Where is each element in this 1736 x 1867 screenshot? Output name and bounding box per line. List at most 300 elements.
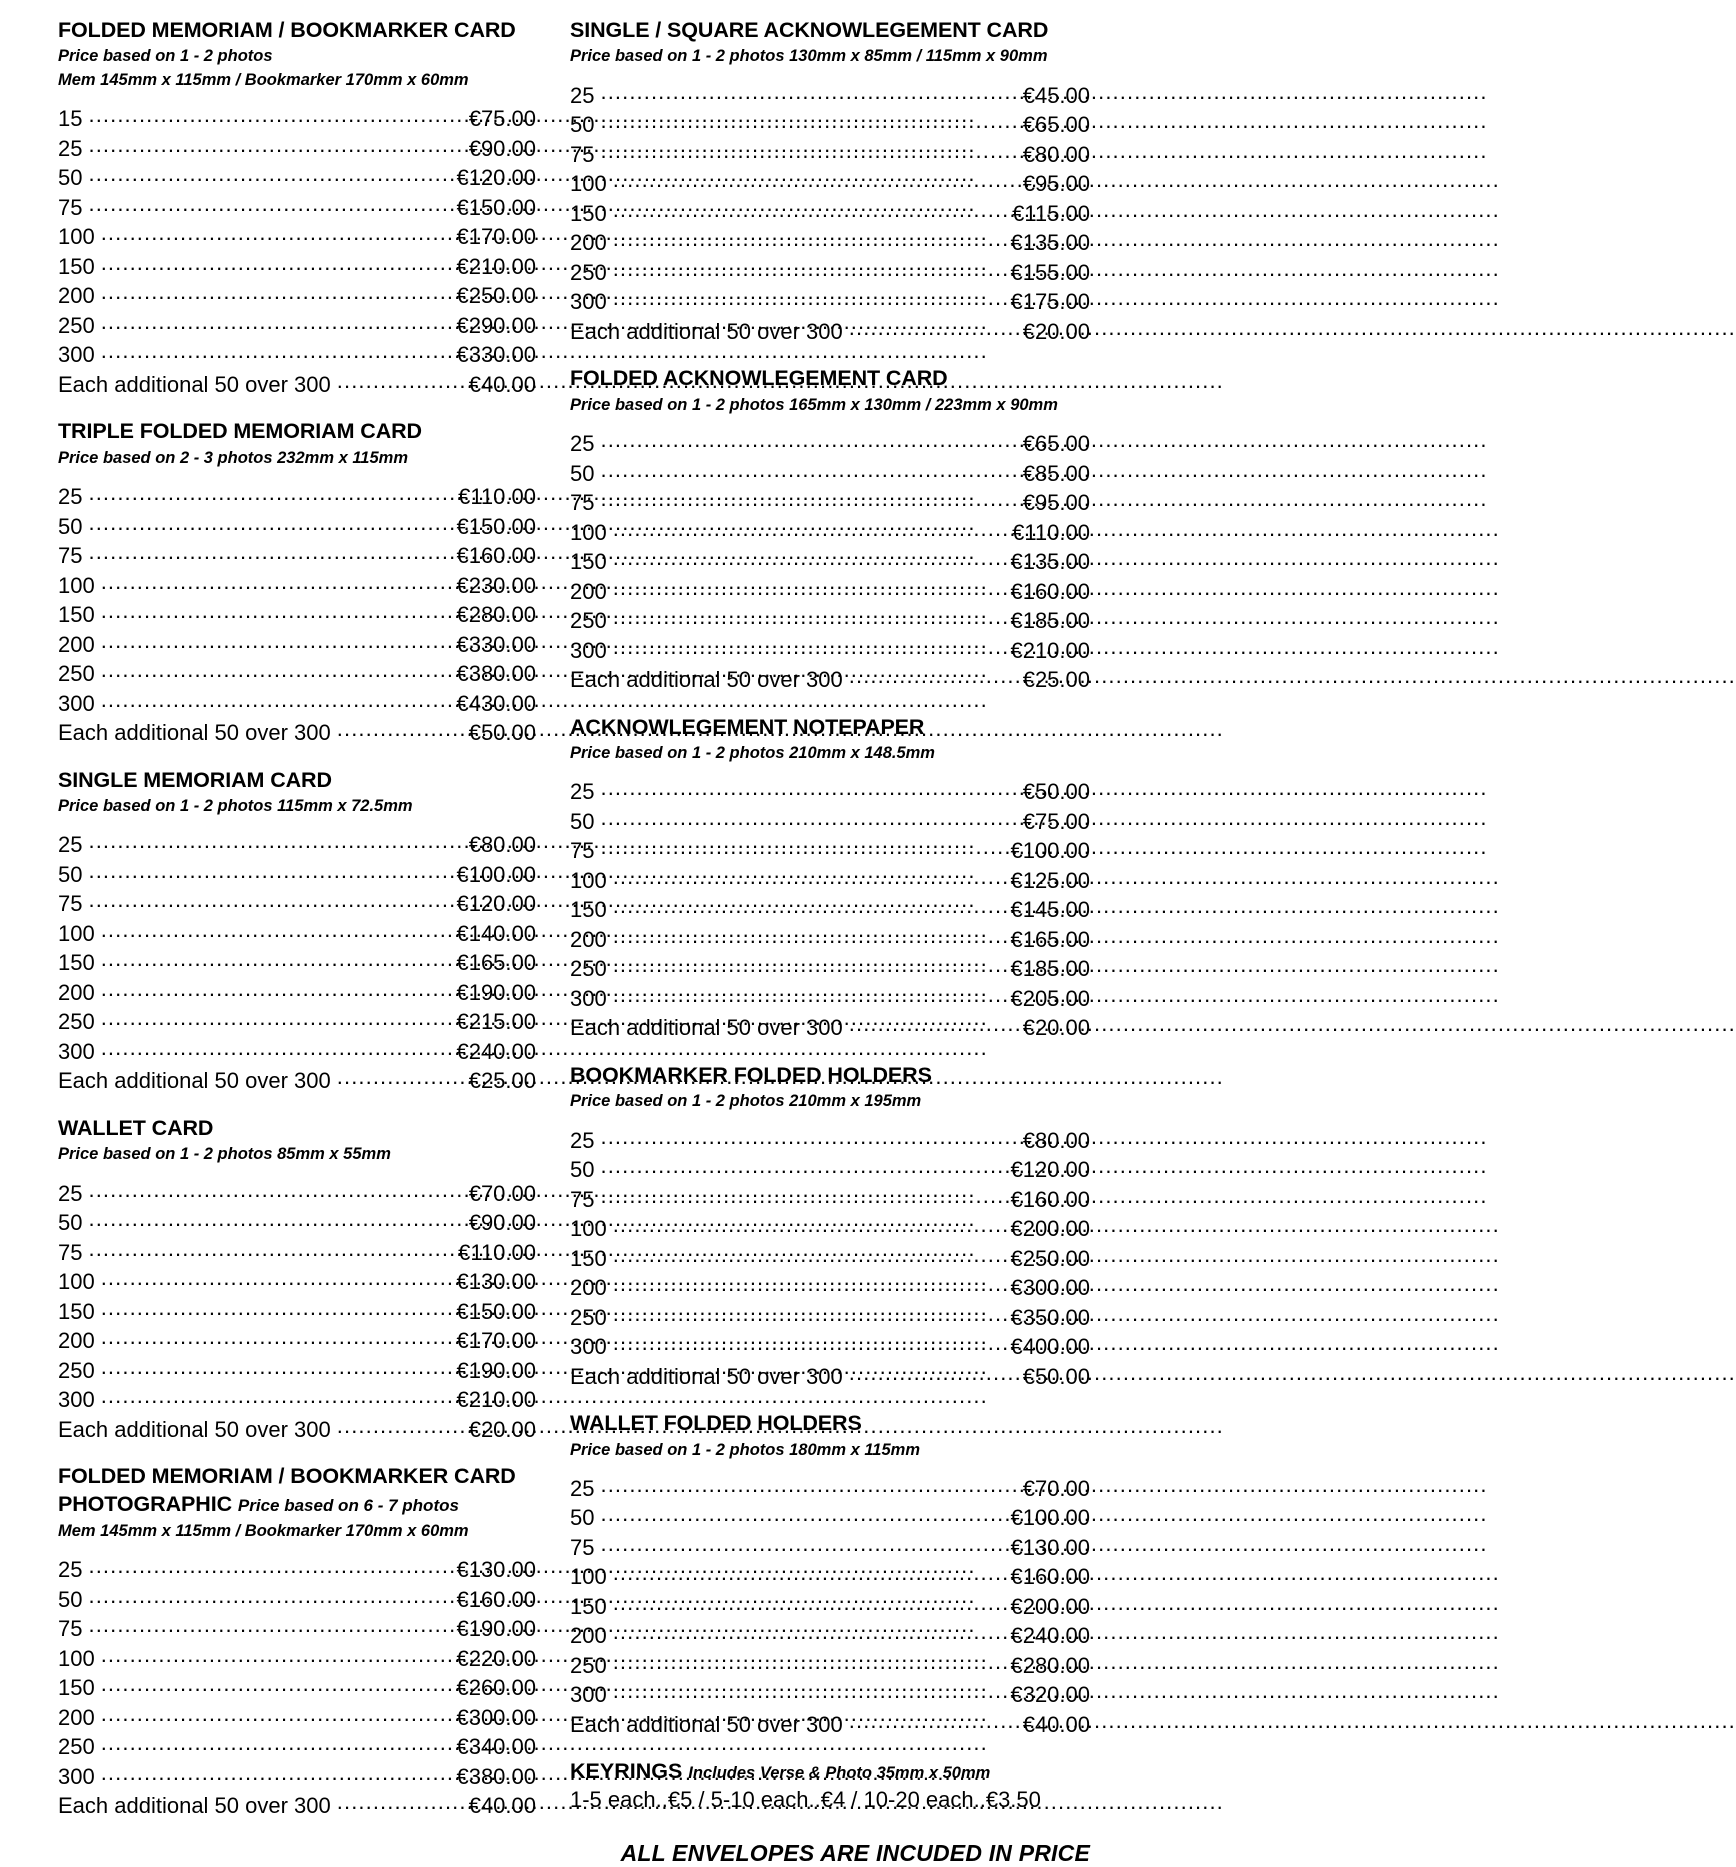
price-row <box>58 948 536 978</box>
price: €160.00 <box>456 543 536 569</box>
price-row <box>58 689 536 719</box>
quantity: 25 <box>570 82 595 108</box>
price-rows <box>570 1126 1090 1392</box>
dot-leader <box>337 1791 465 1813</box>
price: €20.00 <box>1022 1015 1090 1041</box>
price: €350.00 <box>1010 1304 1090 1330</box>
quantity: 250 <box>58 1357 95 1383</box>
price-row <box>58 830 536 860</box>
section-wallet-folded-holders <box>570 1411 1090 1739</box>
price: €25.00 <box>1022 667 1090 693</box>
quantity: 200 <box>570 1275 607 1301</box>
price: €210.00 <box>456 1387 536 1413</box>
dot-leader <box>101 571 453 593</box>
section-folded-acknowlegement-card <box>570 366 1090 694</box>
dot-leader <box>613 1273 1007 1295</box>
section-wallet-card <box>58 1116 536 1444</box>
section-subtitle-photos: Price based on 2 - 3 photos 232mm x 115mm <box>58 448 408 467</box>
quantity: 300 <box>570 1334 607 1360</box>
section-single-memoriam-card <box>58 768 536 1096</box>
quantity: 150 <box>570 1593 607 1619</box>
quantity: Each additional 50 over 300 <box>58 1068 331 1094</box>
dot-leader <box>613 925 1007 947</box>
quantity: 50 <box>570 112 595 138</box>
quantity: Each additional 50 over 300 <box>58 1416 331 1442</box>
quantity: 300 <box>58 1763 95 1789</box>
dot-leader <box>88 1208 464 1230</box>
price-row <box>58 222 536 252</box>
price: €90.00 <box>468 135 536 161</box>
price-row <box>58 1297 536 1327</box>
dot-leader <box>101 1297 453 1319</box>
price: €75.00 <box>468 106 536 132</box>
price-row <box>570 429 1090 459</box>
dot-leader <box>101 630 453 652</box>
price-row <box>58 1326 536 1356</box>
dot-leader <box>613 199 1008 221</box>
price: €170.00 <box>456 1328 536 1354</box>
price: €330.00 <box>456 342 536 368</box>
price: €190.00 <box>456 1357 536 1383</box>
quantity: 75 <box>570 141 595 167</box>
price-row <box>58 1703 536 1733</box>
price-row <box>58 134 536 164</box>
price-row <box>58 630 536 660</box>
quantity: 150 <box>58 950 95 976</box>
section-single-square-acknowlegement-card <box>570 18 1090 346</box>
section-title: SINGLE MEMORIAM CARD <box>58 767 332 792</box>
dot-leader <box>600 1503 1006 1525</box>
quantity: 300 <box>58 1387 95 1413</box>
price: €210.00 <box>456 253 536 279</box>
right-column <box>570 18 1090 1867</box>
quantity: 50 <box>58 1210 83 1236</box>
price: €240.00 <box>456 1038 536 1064</box>
price: €80.00 <box>1022 1127 1090 1153</box>
quantity: 250 <box>570 1304 607 1330</box>
dot-leader <box>101 600 453 622</box>
dot-leader <box>88 512 452 534</box>
dot-leader <box>101 659 453 681</box>
dot-leader <box>101 919 453 941</box>
price-row-additional <box>58 718 536 748</box>
price-row <box>58 600 536 630</box>
dot-leader <box>101 252 453 274</box>
section-subtitle-dimensions: Mem 145mm x 115mm / Bookmarker 170mm x 60mm <box>58 1521 469 1540</box>
price-rows <box>58 1179 536 1445</box>
dot-leader <box>849 665 1019 687</box>
dot-leader <box>101 1644 453 1666</box>
price: €230.00 <box>456 572 536 598</box>
quantity: 100 <box>570 519 607 545</box>
price-row <box>58 860 536 890</box>
dot-leader <box>101 1385 453 1407</box>
price: €65.00 <box>1022 431 1090 457</box>
dot-leader <box>88 104 464 126</box>
dot-leader <box>101 340 453 362</box>
price: €430.00 <box>456 690 536 716</box>
quantity: 100 <box>58 1269 95 1295</box>
dot-leader <box>88 541 452 563</box>
price-row <box>58 1762 536 1792</box>
dot-leader <box>88 889 452 911</box>
quantity: 300 <box>58 1038 95 1064</box>
dot-leader <box>88 830 464 852</box>
price-row <box>58 1385 536 1415</box>
price-row <box>58 1238 536 1268</box>
dot-leader <box>88 482 454 504</box>
section-folded-memoriam-bookmarker-card <box>58 18 536 399</box>
price-row <box>570 1126 1090 1156</box>
quantity: 200 <box>570 1623 607 1649</box>
dot-leader <box>600 1474 1018 1496</box>
price: €215.00 <box>456 1009 536 1035</box>
dot-leader <box>101 1673 453 1695</box>
dot-leader <box>101 1037 453 1059</box>
dot-leader <box>101 1007 453 1029</box>
price: €90.00 <box>468 1210 536 1236</box>
price-row <box>58 1614 536 1644</box>
dot-leader <box>613 1332 1007 1354</box>
price-row-additional <box>58 370 536 400</box>
dot-leader <box>613 547 1007 569</box>
section-subtitle-dimensions: Mem 145mm x 115mm / Bookmarker 170mm x 60mm <box>58 70 469 89</box>
section-subtitle-photos: Price based on 1 - 2 photos <box>58 47 273 66</box>
quantity: Each additional 50 over 300 <box>570 1363 843 1389</box>
dot-leader <box>613 1214 1007 1236</box>
price: €160.00 <box>456 1586 536 1612</box>
price: €45.00 <box>1022 82 1090 108</box>
price: €165.00 <box>1010 926 1090 952</box>
price-row <box>58 571 536 601</box>
section-subtitle-photos: Price based on 1 - 2 photos 180mm x 115mm <box>570 1440 920 1459</box>
price: €65.00 <box>1022 112 1090 138</box>
section-subtitle-photos: Price based on 1 - 2 photos 115mm x 72.5mm <box>58 796 413 815</box>
price: €240.00 <box>1010 1623 1090 1649</box>
price-row <box>58 919 536 949</box>
price: €200.00 <box>1010 1593 1090 1619</box>
quantity: 200 <box>58 1704 95 1730</box>
price: €160.00 <box>1010 1564 1090 1590</box>
price-row-additional <box>58 1791 536 1821</box>
price: €120.00 <box>456 891 536 917</box>
quantity: 100 <box>570 867 607 893</box>
quantity: 250 <box>58 1734 95 1760</box>
dot-leader <box>600 807 1018 829</box>
quantity: 50 <box>58 861 83 887</box>
dot-leader <box>613 228 1007 250</box>
dot-leader <box>88 1238 454 1260</box>
section-folded-memoriam-bookmarker-photographic <box>58 1464 536 1821</box>
section-title: ACKNOWLEGEMENT NOTEPAPER <box>570 714 925 739</box>
quantity: 25 <box>58 832 83 858</box>
section-subtitle-photos: Price based on 1 - 2 photos 165mm x 130mm / 223mm x 90mm <box>570 395 1058 414</box>
dot-leader <box>88 1555 452 1577</box>
quantity: 100 <box>58 920 95 946</box>
price: €400.00 <box>1010 1334 1090 1360</box>
dot-leader <box>600 1533 1006 1555</box>
section-bookmarker-folded-holders <box>570 1063 1090 1391</box>
quantity: 100 <box>58 224 95 250</box>
section-subtitle-photos: Price based on 1 - 2 photos 85mm x 55mm <box>58 1145 391 1164</box>
quantity: 200 <box>58 1328 95 1354</box>
price-rows <box>570 777 1090 1043</box>
quantity: 50 <box>570 1505 595 1531</box>
price: €145.00 <box>1010 897 1090 923</box>
dot-leader <box>101 281 453 303</box>
price-row <box>58 1007 536 1037</box>
price: €205.00 <box>1010 985 1090 1011</box>
dot-leader <box>613 518 1008 540</box>
price: €135.00 <box>1010 549 1090 575</box>
price-row-additional <box>58 1415 536 1445</box>
dot-leader <box>88 134 464 156</box>
quantity: 100 <box>570 171 607 197</box>
dot-leader <box>337 1066 465 1088</box>
price: €150.00 <box>456 194 536 220</box>
price: €185.00 <box>1010 608 1090 634</box>
dot-leader <box>613 577 1007 599</box>
section-title: WALLET FOLDED HOLDERS <box>570 1411 862 1436</box>
quantity: 100 <box>570 1216 607 1242</box>
dot-leader <box>613 984 1007 1006</box>
dot-leader <box>600 836 1006 858</box>
price: €80.00 <box>1022 141 1090 167</box>
section-title-photographic: PHOTOGRAPHIC <box>58 1492 233 1517</box>
quantity: 25 <box>58 1557 83 1583</box>
price-rows <box>58 482 536 748</box>
price: €220.00 <box>456 1645 536 1671</box>
quantity: Each additional 50 over 300 <box>570 667 843 693</box>
quantity: 150 <box>58 1298 95 1324</box>
price: €155.00 <box>1010 259 1090 285</box>
quantity: 200 <box>570 578 607 604</box>
dot-leader <box>613 636 1007 658</box>
quantity: 25 <box>58 1180 83 1206</box>
section-title: SINGLE / SQUARE ACKNOWLEGEMENT CARD <box>570 18 1049 42</box>
dot-leader <box>600 110 1018 132</box>
price: €190.00 <box>456 979 536 1005</box>
price: €40.00 <box>468 1793 536 1819</box>
dot-leader <box>337 1415 465 1437</box>
price-row <box>58 1179 536 1209</box>
quantity: 75 <box>58 194 83 220</box>
price: €320.00 <box>1010 1682 1090 1708</box>
price-row-additional <box>58 1066 536 1096</box>
price-rows <box>58 104 536 399</box>
quantity: 150 <box>570 897 607 923</box>
price-rows <box>570 1474 1090 1740</box>
dot-leader <box>101 222 453 244</box>
price-row <box>58 978 536 1008</box>
keyrings-title: KEYRINGS <box>570 1759 683 1784</box>
dot-leader <box>101 311 453 333</box>
dot-leader <box>337 718 465 740</box>
quantity: Each additional 50 over 300 <box>58 1793 331 1819</box>
quantity: 250 <box>570 608 607 634</box>
price-rows <box>58 1555 536 1821</box>
price: €200.00 <box>1010 1216 1090 1242</box>
dot-leader <box>613 287 1007 309</box>
price: €100.00 <box>1010 838 1090 864</box>
quantity: 50 <box>570 1157 595 1183</box>
price-row <box>58 889 536 919</box>
price-row <box>58 311 536 341</box>
price: €50.00 <box>1022 779 1090 805</box>
quantity: Each additional 50 over 300 <box>570 1711 843 1737</box>
dot-leader <box>613 1621 1007 1643</box>
dot-leader <box>613 606 1007 628</box>
dot-leader <box>613 258 1007 280</box>
price-row <box>58 1208 536 1238</box>
quantity: 150 <box>570 1245 607 1271</box>
price: €280.00 <box>1010 1652 1090 1678</box>
dot-leader <box>600 1185 1006 1207</box>
quantity: 300 <box>58 690 95 716</box>
quantity: 50 <box>570 808 595 834</box>
price-row <box>58 104 536 134</box>
section-title: FOLDED MEMORIAM / BOOKMARKER CARD <box>58 18 516 42</box>
dot-leader <box>613 1303 1007 1325</box>
price: €115.00 <box>1012 200 1090 226</box>
quantity: 250 <box>58 1009 95 1035</box>
price-row <box>58 340 536 370</box>
dot-leader <box>101 1732 453 1754</box>
price: €25.00 <box>468 1068 536 1094</box>
price-row <box>58 659 536 689</box>
price-row <box>58 281 536 311</box>
quantity: 25 <box>570 1475 595 1501</box>
quantity: 300 <box>570 1682 607 1708</box>
section-title-line-2 <box>58 1492 536 1517</box>
quantity: 75 <box>570 1534 595 1560</box>
quantity: 75 <box>570 838 595 864</box>
price: €260.00 <box>456 1675 536 1701</box>
dot-leader <box>613 1562 1007 1584</box>
price: €135.00 <box>1010 230 1090 256</box>
quantity: 50 <box>58 513 83 539</box>
section-subtitle-photos: Price based on 1 - 2 photos 210mm x 148.5mm <box>570 743 935 762</box>
quantity: 150 <box>570 200 607 226</box>
price: €130.00 <box>456 1269 536 1295</box>
dot-leader <box>88 1585 452 1607</box>
price: €95.00 <box>1022 171 1090 197</box>
quantity: 250 <box>570 1652 607 1678</box>
quantity: Each additional 50 over 300 <box>58 720 331 746</box>
price: €120.00 <box>456 165 536 191</box>
price-row <box>58 1644 536 1674</box>
price: €185.00 <box>1010 956 1090 982</box>
quantity: 100 <box>570 1564 607 1590</box>
price: €250.00 <box>456 283 536 309</box>
price: €290.00 <box>456 312 536 338</box>
keyrings-price-line: 1-5 each..€5 / 5-10 each..€4 / 10-20 each..€3.50 <box>570 1787 1041 1813</box>
price-row <box>570 1503 1090 1533</box>
section-subtitle-photos: Price based on 1 - 2 photos 210mm x 195mm <box>570 1092 922 1111</box>
price-row <box>58 512 536 542</box>
dot-leader <box>88 193 452 215</box>
left-column <box>58 18 536 1821</box>
quantity: 100 <box>58 1645 95 1671</box>
price: €85.00 <box>1022 460 1090 486</box>
price: €70.00 <box>1022 1475 1090 1501</box>
dot-leader <box>613 1244 1007 1266</box>
dot-leader <box>101 948 453 970</box>
price: €125.00 <box>1010 867 1090 893</box>
price: €130.00 <box>1010 1534 1090 1560</box>
quantity: 150 <box>58 253 95 279</box>
quantity: 25 <box>570 1127 595 1153</box>
price: €50.00 <box>1022 1363 1090 1389</box>
dot-leader <box>600 140 1018 162</box>
price: €150.00 <box>456 1298 536 1324</box>
section-subtitle-photos: Price based on 1 - 2 photos 130mm x 85mm / 115mm x 90mm <box>570 47 1048 66</box>
price: €160.00 <box>1010 1186 1090 1212</box>
price: €70.00 <box>468 1180 536 1206</box>
quantity: 25 <box>58 135 83 161</box>
dot-leader <box>88 860 452 882</box>
quantity: 200 <box>58 283 95 309</box>
dot-leader <box>600 1126 1018 1148</box>
price-row <box>58 1732 536 1762</box>
price-rows <box>570 429 1090 695</box>
dot-leader <box>600 777 1018 799</box>
section-triple-folded-memoriam-card <box>58 419 536 747</box>
price: €130.00 <box>456 1557 536 1583</box>
price: €50.00 <box>468 720 536 746</box>
dot-leader <box>613 1680 1007 1702</box>
price-row <box>58 252 536 282</box>
keyrings-subtitle: Includes Verse & Photo 35mm x 50mm <box>688 1764 991 1783</box>
dot-leader <box>88 1179 464 1201</box>
price-row <box>570 1474 1090 1504</box>
quantity: 50 <box>58 1586 83 1612</box>
dot-leader <box>849 317 1019 339</box>
quantity: 50 <box>58 165 83 191</box>
price-row <box>58 1585 536 1615</box>
dot-leader <box>613 866 1007 888</box>
price: €340.00 <box>456 1734 536 1760</box>
dot-leader <box>600 429 1018 451</box>
price: €170.00 <box>456 224 536 250</box>
price: €100.00 <box>456 861 536 887</box>
quantity: 250 <box>58 661 95 687</box>
price: €110.00 <box>1012 519 1090 545</box>
dot-leader <box>101 1762 453 1784</box>
price: €20.00 <box>1022 318 1090 344</box>
price: €300.00 <box>1010 1275 1090 1301</box>
quantity: 75 <box>570 490 595 516</box>
dot-leader <box>600 459 1018 481</box>
quantity: 150 <box>58 1675 95 1701</box>
price-row <box>58 1267 536 1297</box>
price: €175.00 <box>1010 289 1090 315</box>
quantity: Each additional 50 over 300 <box>570 1015 843 1041</box>
dot-leader <box>101 1267 453 1289</box>
quantity: 250 <box>58 312 95 338</box>
dot-leader <box>101 1703 453 1725</box>
dot-leader <box>600 1155 1006 1177</box>
dot-leader <box>613 895 1007 917</box>
dot-leader <box>849 1362 1019 1384</box>
quantity: 300 <box>58 342 95 368</box>
price: €190.00 <box>456 1616 536 1642</box>
quantity: 75 <box>58 1616 83 1642</box>
price-row <box>58 541 536 571</box>
quantity: 200 <box>58 979 95 1005</box>
price-row <box>58 163 536 193</box>
price: €40.00 <box>1022 1711 1090 1737</box>
